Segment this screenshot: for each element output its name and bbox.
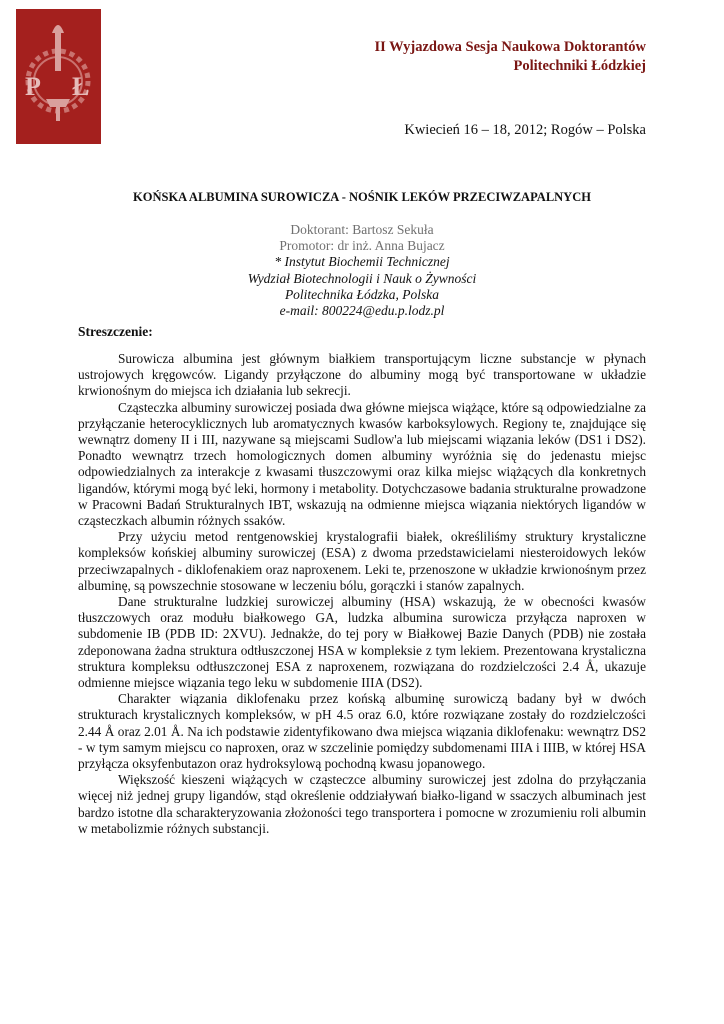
abstract-heading: Streszczenie:: [78, 324, 153, 339]
abstract-body: [78, 351, 646, 837]
university-logo: [16, 9, 101, 144]
email: e-mail: 800224@edu.p.lodz.pl: [279, 303, 445, 319]
abstract-paragraph: Większość kieszeni wiążących w cząsteczce albuminy surowiczej jest zdolna do przyłączania więcej niż jednej grupy ligandów, stąd określenie oddziaływań białko-ligand w ssaczych albuminach jest bardzo istotne dla scharakteryzowania złożoności tego transportera i pomocne w zrozumieniu roli albumin w metabolizmie różnych substancji.: [78, 772, 646, 836]
institute: * Instytut Biochemii Technicznej: [274, 254, 450, 270]
svg-text:P: P: [25, 72, 41, 101]
abstract-paragraph: Przy użyciu metod rentgenowskiej krystalografii białek, określiliśmy struktury krystaliczne kompleksów końskiej albuminy surowiczej (ESA) z dwoma przedstawicielami niesteroidowych leków przeciwzapalnych - diklofenakiem oraz naproxenem. Leki te, przenoszone w układzie krwionośnym przez albuminę, są powszechnie stosowane w leczeniu bólu, gorączki i stanów zapalnych.: [78, 529, 646, 593]
conference-title-line2: Politechniki Łódzkiej: [513, 58, 646, 74]
doctoral-student: Doktorant: Bartosz Sekuła: [290, 222, 434, 237]
university: Politechnika Łódzka, Polska: [284, 286, 440, 302]
svg-text:Ł: Ł: [72, 72, 90, 101]
conference-title-line1: II Wyjazdowa Sesja Naukowa Doktorantów: [374, 39, 646, 55]
promotor: Promotor: dr inż. Anna Bujacz: [279, 238, 445, 254]
conference-title: [375, 38, 647, 76]
university-emblem-icon: [16, 9, 101, 144]
abstract-paragraph: Surowicza albumina jest głównym białkiem transportującym liczne substancje w płynach ustrojowych kręgowców. Ligandy przyłączone do albuminy mogą być transportowane w układzie krwionośnym do miejsca ich działania lub sekrecji.: [78, 351, 646, 399]
paper-title: KOŃSKA ALBUMINA SUROWICZA - NOŚNIK LEKÓW PRZECIWZAPALNYCH: [133, 190, 591, 204]
abstract-paragraph: Dane strukturalne ludzkiej surowiczej albuminy (HSA) wskazują, że w obecności kwasów tłuszczowych oraz modułu białkowego GA, ludzka albumina surowicza przyłącza naproxen w subdomenie IB (PDB ID: 2XVU). Jednakże, do tej pory w Białkowej Bazie Danych (PDB) nie została zdeponowana żadna struktura odtłuszczonej HSA w kompleksie z tym lekiem. Prezentowana krystaliczna struktura kompleksu odtłuszczonej ESA z naproxenem, rozwiązana do rozdzielczości 2.4 Å, ukazuje odmienne miejsce wiązania tego leku w subdomenie IIIA (DS2).: [78, 594, 646, 691]
faculty: Wydział Biotechnologii i Nauk o Żywności: [247, 270, 477, 286]
conference-date-place: Kwiecień 16 – 18, 2012; Rogów – Polska: [404, 122, 646, 138]
author-block: [0, 222, 724, 319]
abstract-paragraph: Charakter wiązania diklofenaku przez końską albuminę surowiczą badany był w dwóch strukturach krystalicznych kompleksów, w pH 4.5 oraz 6.0, które rozwiązane zostały do rozdzielczości 2.44 Å oraz 2.01 Å. Na ich podstawie zidentyfikowano dwa miejsca wiązania diklofenaku: wewnątrz DS2 - w tym samym miejscu co naproxen, oraz w szczelinie pomiędzy subdomenami IIIA i IIIB, w której HSA przyłącza oksyfenbutazon oraz hydroksylową pochodną kwasu jopanowego.: [78, 691, 646, 772]
abstract-paragraph: Cząsteczka albuminy surowiczej posiada dwa główne miejsca wiążące, które są odpowiedzialne za przyłączanie heterocyklicznych lub aromatycznych kwasów karboksylowych. Regiony te, znajdujące się wewnątrz domeny II i III, nazywane są miejscami Sudlow'a lub miejscami wiązania leków (DS1 i DS2). Ponadto wewnątrz trzech homologicznych domen albuminy wyróżnia się do jedenastu miejsc odpowiedzialnych za interakcje z kwasami tłuszczowymi oraz kilka miejsc wiążących dla konkretnych ligandów, którymi mogą być leki, hormony i metabolity. Dotychczasowe badania strukturalne prowadzone w Pracowni Badań Strukturalnych IBT, wskazują na odmienne miejsca wiązania niektórych ligandów w cząsteczkach albumin różnych ssaków.: [78, 399, 646, 529]
